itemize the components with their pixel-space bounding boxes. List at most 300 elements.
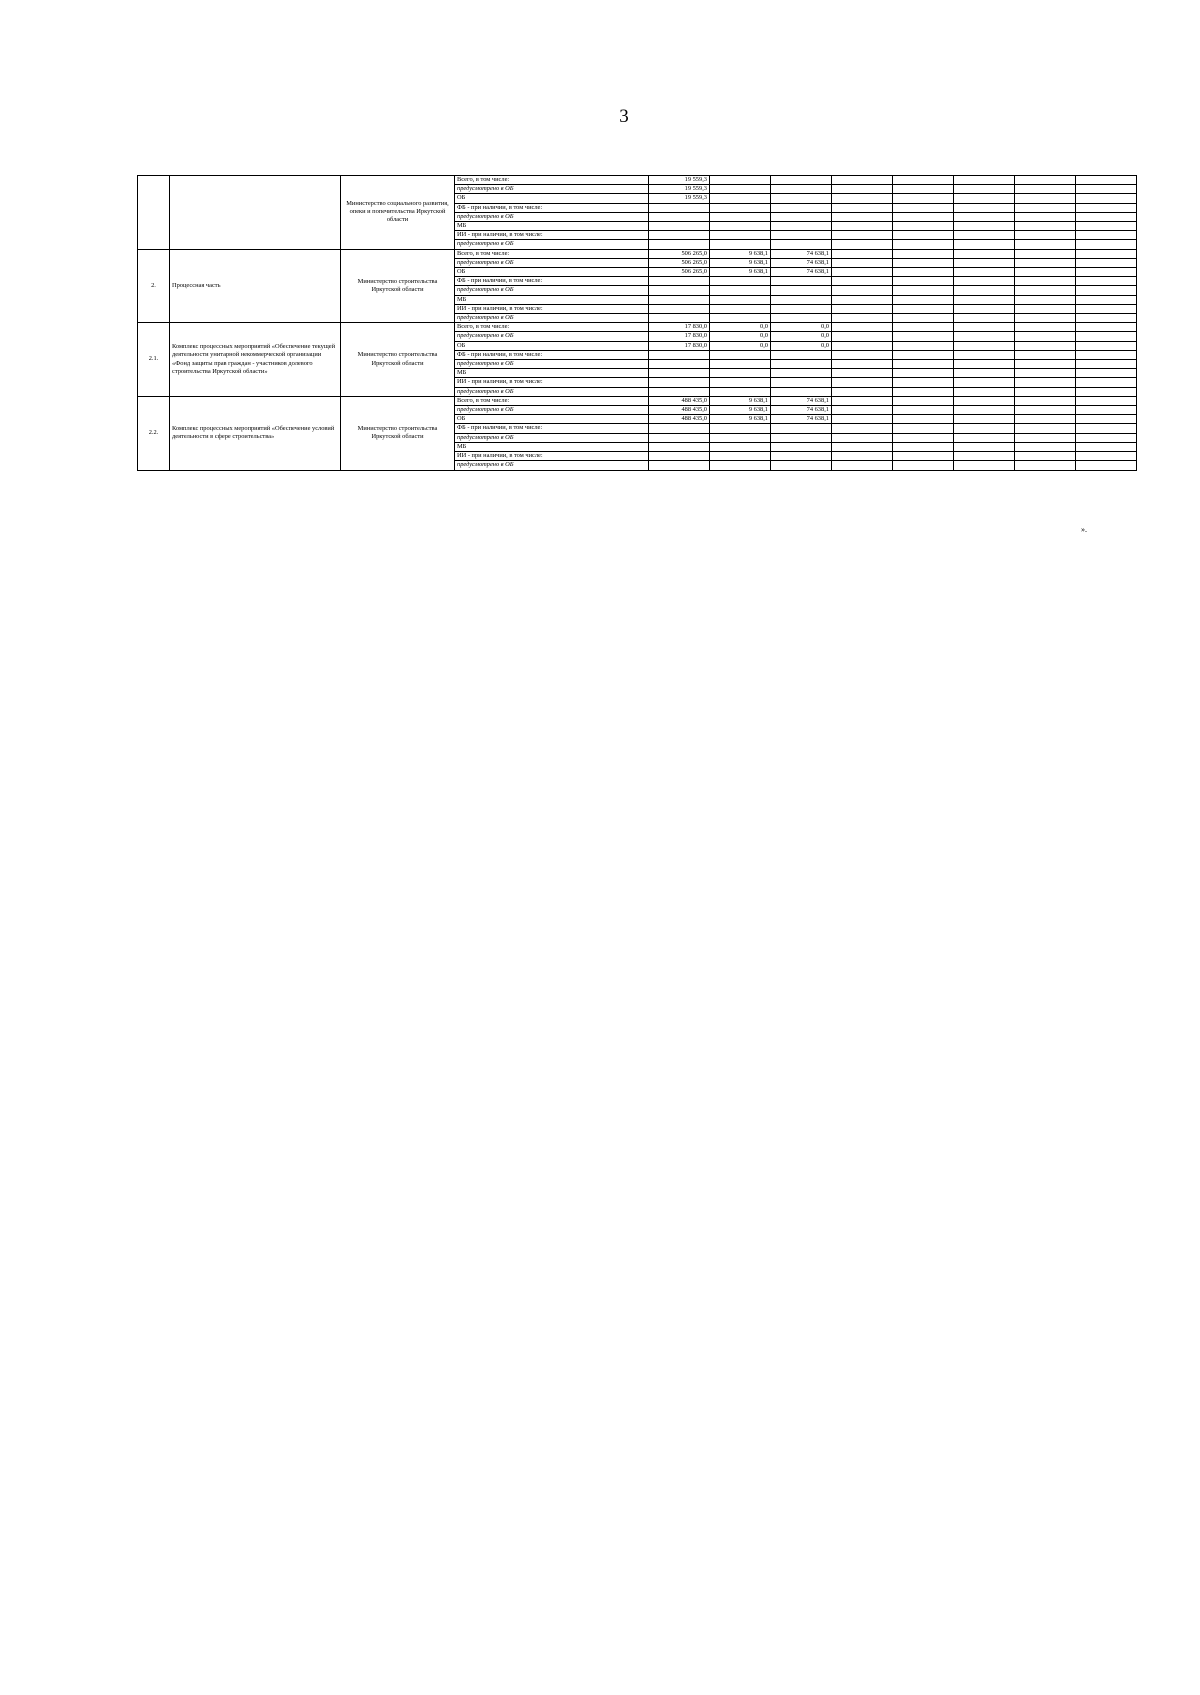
executor-name: Министерство строительства Иркутской области bbox=[341, 323, 455, 397]
amount-cell bbox=[893, 203, 954, 212]
funding-source: ОБ bbox=[455, 194, 649, 203]
measure-name: Процессная часть bbox=[170, 249, 341, 323]
amount-cell bbox=[954, 442, 1015, 451]
amount-cell: 74 638,1 bbox=[771, 406, 832, 415]
amount-cell bbox=[832, 424, 893, 433]
amount-cell bbox=[832, 332, 893, 341]
amount-cell: 9 638,1 bbox=[710, 249, 771, 258]
amount-cell bbox=[649, 314, 710, 323]
amount-cell bbox=[893, 277, 954, 286]
amount-cell bbox=[1015, 176, 1076, 185]
amount-cell bbox=[771, 231, 832, 240]
amount-cell bbox=[954, 295, 1015, 304]
amount-cell bbox=[771, 212, 832, 221]
amount-cell bbox=[649, 277, 710, 286]
amount-cell bbox=[1015, 203, 1076, 212]
amount-cell bbox=[1015, 231, 1076, 240]
funding-source: ОБ bbox=[455, 268, 649, 277]
funding-source: МБ bbox=[455, 222, 649, 231]
funding-source: ИИ - при наличии, в том числе: bbox=[455, 304, 649, 313]
amount-cell bbox=[710, 176, 771, 185]
amount-cell bbox=[1015, 295, 1076, 304]
amount-cell bbox=[771, 277, 832, 286]
amount-cell bbox=[893, 231, 954, 240]
amount-cell: 9 638,1 bbox=[710, 415, 771, 424]
amount-cell bbox=[954, 378, 1015, 387]
amount-cell: 19 559,3 bbox=[649, 185, 710, 194]
amount-cell bbox=[771, 240, 832, 249]
row-number: 2. bbox=[138, 249, 170, 323]
amount-cell bbox=[649, 387, 710, 396]
budget-table bbox=[137, 175, 1137, 471]
amount-cell bbox=[649, 295, 710, 304]
amount-cell bbox=[1015, 360, 1076, 369]
amount-cell bbox=[710, 295, 771, 304]
amount-cell bbox=[771, 424, 832, 433]
amount-cell bbox=[893, 461, 954, 470]
amount-cell: 17 830,0 bbox=[649, 341, 710, 350]
funding-source: ИИ - при наличии, в том числе: bbox=[455, 378, 649, 387]
amount-cell bbox=[893, 176, 954, 185]
amount-cell bbox=[832, 406, 893, 415]
amount-cell bbox=[1015, 194, 1076, 203]
amount-cell bbox=[771, 461, 832, 470]
amount-cell bbox=[710, 461, 771, 470]
amount-cell bbox=[893, 396, 954, 405]
amount-cell: 0,0 bbox=[771, 332, 832, 341]
amount-cell bbox=[954, 341, 1015, 350]
funding-source: предусмотрено в ОБ bbox=[455, 433, 649, 442]
funding-source: Всего, в том числе: bbox=[455, 249, 649, 258]
amount-cell bbox=[893, 240, 954, 249]
table-row bbox=[138, 396, 1137, 405]
amount-cell bbox=[893, 212, 954, 221]
amount-cell bbox=[893, 350, 954, 359]
amount-cell: 74 638,1 bbox=[771, 415, 832, 424]
amount-cell bbox=[710, 314, 771, 323]
amount-cell bbox=[1076, 452, 1137, 461]
amount-cell bbox=[1015, 277, 1076, 286]
funding-source: предусмотрено в ОБ bbox=[455, 240, 649, 249]
amount-cell bbox=[710, 378, 771, 387]
funding-source: предусмотрено в ОБ bbox=[455, 185, 649, 194]
closing-quote-mark: ». bbox=[1081, 525, 1087, 534]
amount-cell bbox=[771, 203, 832, 212]
amount-cell bbox=[893, 452, 954, 461]
amount-cell bbox=[1076, 433, 1137, 442]
amount-cell: 488 435,0 bbox=[649, 396, 710, 405]
amount-cell bbox=[832, 268, 893, 277]
amount-cell: 74 638,1 bbox=[771, 396, 832, 405]
amount-cell bbox=[893, 268, 954, 277]
amount-cell bbox=[771, 286, 832, 295]
amount-cell bbox=[649, 240, 710, 249]
table-row bbox=[138, 176, 1137, 185]
amount-cell bbox=[710, 433, 771, 442]
amount-cell bbox=[1076, 461, 1137, 470]
amount-cell bbox=[954, 461, 1015, 470]
amount-cell bbox=[893, 442, 954, 451]
amount-cell bbox=[710, 212, 771, 221]
amount-cell bbox=[954, 332, 1015, 341]
amount-cell bbox=[1015, 452, 1076, 461]
amount-cell bbox=[771, 360, 832, 369]
funding-source: предусмотрено в ОБ bbox=[455, 314, 649, 323]
amount-cell bbox=[1015, 396, 1076, 405]
amount-cell bbox=[649, 369, 710, 378]
amount-cell bbox=[893, 378, 954, 387]
amount-cell: 9 638,1 bbox=[710, 258, 771, 267]
amount-cell bbox=[832, 323, 893, 332]
amount-cell bbox=[771, 442, 832, 451]
amount-cell bbox=[954, 415, 1015, 424]
amount-cell: 74 638,1 bbox=[771, 249, 832, 258]
amount-cell bbox=[649, 378, 710, 387]
funding-source: МБ bbox=[455, 295, 649, 304]
amount-cell bbox=[1015, 304, 1076, 313]
amount-cell bbox=[649, 350, 710, 359]
amount-cell bbox=[710, 442, 771, 451]
measure-name: Комплекс процессных мероприятий «Обеспечение текущей деятельности унитарной некоммерческой организации «Фонд защиты прав граждан - участников долевого строительства Иркутской области» bbox=[170, 323, 341, 397]
amount-cell: 0,0 bbox=[771, 323, 832, 332]
amount-cell bbox=[893, 185, 954, 194]
amount-cell bbox=[1015, 212, 1076, 221]
amount-cell bbox=[771, 314, 832, 323]
funding-source: Всего, в том числе: bbox=[455, 176, 649, 185]
row-number: 2.2. bbox=[138, 396, 170, 470]
funding-source: ФБ - при наличии, в том числе: bbox=[455, 277, 649, 286]
amount-cell bbox=[649, 212, 710, 221]
amount-cell bbox=[832, 378, 893, 387]
amount-cell bbox=[954, 360, 1015, 369]
amount-cell bbox=[954, 268, 1015, 277]
amount-cell bbox=[771, 387, 832, 396]
funding-source: предусмотрено в ОБ bbox=[455, 258, 649, 267]
amount-cell bbox=[893, 332, 954, 341]
row-number bbox=[138, 176, 170, 250]
amount-cell bbox=[893, 194, 954, 203]
amount-cell bbox=[893, 314, 954, 323]
amount-cell bbox=[1076, 203, 1137, 212]
amount-cell bbox=[1015, 406, 1076, 415]
amount-cell bbox=[710, 222, 771, 231]
amount-cell bbox=[1015, 341, 1076, 350]
amount-cell bbox=[771, 350, 832, 359]
amount-cell bbox=[1015, 350, 1076, 359]
amount-cell bbox=[1015, 286, 1076, 295]
amount-cell bbox=[1076, 360, 1137, 369]
amount-cell bbox=[832, 350, 893, 359]
amount-cell bbox=[1015, 258, 1076, 267]
amount-cell bbox=[954, 406, 1015, 415]
amount-cell bbox=[893, 369, 954, 378]
amount-cell bbox=[893, 286, 954, 295]
amount-cell bbox=[954, 286, 1015, 295]
amount-cell bbox=[710, 424, 771, 433]
amount-cell bbox=[893, 295, 954, 304]
amount-cell bbox=[1076, 222, 1137, 231]
amount-cell bbox=[1076, 350, 1137, 359]
table-body bbox=[138, 176, 1137, 471]
amount-cell bbox=[1076, 258, 1137, 267]
amount-cell bbox=[649, 360, 710, 369]
amount-cell bbox=[649, 452, 710, 461]
amount-cell bbox=[954, 314, 1015, 323]
funding-source: предусмотрено в ОБ bbox=[455, 406, 649, 415]
executor-name: Министерство социального развития, опеки и попечительства Иркутской области bbox=[341, 176, 455, 250]
amount-cell bbox=[954, 369, 1015, 378]
amount-cell bbox=[1076, 231, 1137, 240]
amount-cell bbox=[1015, 378, 1076, 387]
amount-cell bbox=[1015, 249, 1076, 258]
amount-cell bbox=[1015, 314, 1076, 323]
amount-cell: 488 435,0 bbox=[649, 406, 710, 415]
amount-cell bbox=[832, 396, 893, 405]
amount-cell bbox=[893, 406, 954, 415]
amount-cell bbox=[1015, 387, 1076, 396]
amount-cell bbox=[1076, 396, 1137, 405]
page-number: 3 bbox=[619, 106, 629, 127]
amount-cell: 17 830,0 bbox=[649, 332, 710, 341]
amount-cell bbox=[954, 304, 1015, 313]
amount-cell bbox=[832, 295, 893, 304]
amount-cell bbox=[710, 185, 771, 194]
amount-cell bbox=[649, 203, 710, 212]
amount-cell: 0,0 bbox=[710, 341, 771, 350]
amount-cell bbox=[771, 433, 832, 442]
amount-cell bbox=[832, 222, 893, 231]
amount-cell: 0,0 bbox=[710, 323, 771, 332]
amount-cell bbox=[771, 194, 832, 203]
funding-source: предусмотрено в ОБ bbox=[455, 360, 649, 369]
amount-cell bbox=[710, 286, 771, 295]
amount-cell bbox=[1015, 369, 1076, 378]
amount-cell bbox=[1076, 268, 1137, 277]
amount-cell bbox=[832, 249, 893, 258]
amount-cell bbox=[954, 433, 1015, 442]
amount-cell bbox=[1076, 212, 1137, 221]
amount-cell bbox=[832, 433, 893, 442]
amount-cell bbox=[1076, 406, 1137, 415]
amount-cell bbox=[893, 360, 954, 369]
amount-cell bbox=[893, 222, 954, 231]
amount-cell bbox=[832, 415, 893, 424]
amount-cell bbox=[832, 277, 893, 286]
amount-cell bbox=[710, 360, 771, 369]
amount-cell bbox=[832, 231, 893, 240]
amount-cell bbox=[893, 249, 954, 258]
measure-name bbox=[170, 176, 341, 250]
amount-cell: 19 559,3 bbox=[649, 176, 710, 185]
amount-cell: 9 638,1 bbox=[710, 268, 771, 277]
amount-cell: 17 830,0 bbox=[649, 323, 710, 332]
row-number: 2.1. bbox=[138, 323, 170, 397]
amount-cell bbox=[832, 286, 893, 295]
amount-cell bbox=[649, 222, 710, 231]
amount-cell bbox=[710, 452, 771, 461]
amount-cell bbox=[1015, 268, 1076, 277]
amount-cell bbox=[1076, 424, 1137, 433]
amount-cell bbox=[1015, 222, 1076, 231]
amount-cell bbox=[1015, 442, 1076, 451]
amount-cell bbox=[954, 240, 1015, 249]
amount-cell bbox=[649, 286, 710, 295]
executor-name: Министерство строительства Иркутской области bbox=[341, 396, 455, 470]
amount-cell bbox=[954, 176, 1015, 185]
amount-cell bbox=[649, 304, 710, 313]
amount-cell: 506 265,0 bbox=[649, 249, 710, 258]
funding-source: предусмотрено в ОБ bbox=[455, 332, 649, 341]
amount-cell bbox=[771, 222, 832, 231]
amount-cell bbox=[771, 304, 832, 313]
amount-cell bbox=[1076, 176, 1137, 185]
amount-cell bbox=[832, 461, 893, 470]
amount-cell bbox=[954, 452, 1015, 461]
amount-cell bbox=[954, 277, 1015, 286]
amount-cell: 74 638,1 bbox=[771, 258, 832, 267]
amount-cell bbox=[649, 231, 710, 240]
amount-cell bbox=[832, 258, 893, 267]
funding-source: ИИ - при наличии, в том числе: bbox=[455, 452, 649, 461]
funding-source: Всего, в том числе: bbox=[455, 396, 649, 405]
amount-cell bbox=[710, 387, 771, 396]
amount-cell bbox=[832, 176, 893, 185]
amount-cell: 9 638,1 bbox=[710, 396, 771, 405]
amount-cell: 506 265,0 bbox=[649, 268, 710, 277]
funding-source: предусмотрено в ОБ bbox=[455, 387, 649, 396]
amount-cell bbox=[771, 369, 832, 378]
amount-cell bbox=[649, 433, 710, 442]
amount-cell bbox=[832, 194, 893, 203]
amount-cell bbox=[1076, 249, 1137, 258]
funding-source: МБ bbox=[455, 369, 649, 378]
amount-cell bbox=[832, 314, 893, 323]
amount-cell bbox=[954, 350, 1015, 359]
amount-cell bbox=[1076, 194, 1137, 203]
amount-cell bbox=[954, 185, 1015, 194]
amount-cell bbox=[954, 323, 1015, 332]
amount-cell bbox=[954, 258, 1015, 267]
amount-cell bbox=[771, 452, 832, 461]
amount-cell bbox=[710, 369, 771, 378]
amount-cell bbox=[954, 424, 1015, 433]
amount-cell bbox=[1015, 415, 1076, 424]
amount-cell bbox=[893, 424, 954, 433]
amount-cell bbox=[1076, 286, 1137, 295]
amount-cell bbox=[1076, 442, 1137, 451]
funding-source: предусмотрено в ОБ bbox=[455, 461, 649, 470]
amount-cell bbox=[954, 387, 1015, 396]
amount-cell bbox=[1076, 341, 1137, 350]
amount-cell bbox=[710, 203, 771, 212]
amount-cell bbox=[832, 360, 893, 369]
amount-cell bbox=[832, 452, 893, 461]
executor-name: Министерство строительства Иркутской области bbox=[341, 249, 455, 323]
amount-cell bbox=[771, 185, 832, 194]
amount-cell bbox=[1076, 185, 1137, 194]
amount-cell bbox=[710, 231, 771, 240]
amount-cell bbox=[649, 442, 710, 451]
amount-cell: 0,0 bbox=[710, 332, 771, 341]
amount-cell bbox=[1076, 304, 1137, 313]
amount-cell bbox=[649, 461, 710, 470]
funding-source: предусмотрено в ОБ bbox=[455, 286, 649, 295]
amount-cell bbox=[1015, 323, 1076, 332]
amount-cell bbox=[832, 387, 893, 396]
funding-source: ОБ bbox=[455, 415, 649, 424]
amount-cell bbox=[1076, 387, 1137, 396]
amount-cell bbox=[1076, 378, 1137, 387]
amount-cell bbox=[1076, 323, 1137, 332]
amount-cell bbox=[893, 258, 954, 267]
amount-cell bbox=[832, 341, 893, 350]
amount-cell bbox=[954, 212, 1015, 221]
amount-cell bbox=[1076, 277, 1137, 286]
amount-cell bbox=[1076, 332, 1137, 341]
amount-cell bbox=[771, 295, 832, 304]
amount-cell bbox=[832, 212, 893, 221]
amount-cell bbox=[1015, 332, 1076, 341]
amount-cell: 506 265,0 bbox=[649, 258, 710, 267]
amount-cell bbox=[893, 323, 954, 332]
amount-cell bbox=[832, 203, 893, 212]
amount-cell bbox=[1076, 369, 1137, 378]
amount-cell bbox=[1015, 185, 1076, 194]
amount-cell bbox=[1076, 314, 1137, 323]
amount-cell bbox=[710, 277, 771, 286]
amount-cell bbox=[893, 433, 954, 442]
amount-cell bbox=[771, 378, 832, 387]
amount-cell bbox=[954, 396, 1015, 405]
table-row bbox=[138, 249, 1137, 258]
amount-cell bbox=[954, 222, 1015, 231]
funding-source: ФБ - при наличии, в том числе: bbox=[455, 203, 649, 212]
funding-source: предусмотрено в ОБ bbox=[455, 212, 649, 221]
amount-cell bbox=[710, 350, 771, 359]
amount-cell bbox=[954, 249, 1015, 258]
amount-cell bbox=[649, 424, 710, 433]
amount-cell bbox=[893, 341, 954, 350]
measure-name: Комплекс процессных мероприятий «Обеспечение условий деятельности в сфере строительства» bbox=[170, 396, 341, 470]
amount-cell: 488 435,0 bbox=[649, 415, 710, 424]
amount-cell bbox=[1015, 424, 1076, 433]
funding-source: МБ bbox=[455, 442, 649, 451]
amount-cell bbox=[832, 185, 893, 194]
amount-cell bbox=[1076, 415, 1137, 424]
amount-cell bbox=[832, 240, 893, 249]
funding-source: ИИ - при наличии, в том числе: bbox=[455, 231, 649, 240]
amount-cell bbox=[710, 304, 771, 313]
amount-cell: 19 559,3 bbox=[649, 194, 710, 203]
amount-cell bbox=[1076, 240, 1137, 249]
amount-cell bbox=[954, 194, 1015, 203]
amount-cell bbox=[1015, 240, 1076, 249]
amount-cell: 0,0 bbox=[771, 341, 832, 350]
amount-cell bbox=[1015, 461, 1076, 470]
amount-cell bbox=[1076, 295, 1137, 304]
amount-cell bbox=[710, 240, 771, 249]
amount-cell bbox=[893, 304, 954, 313]
amount-cell bbox=[954, 231, 1015, 240]
amount-cell bbox=[832, 369, 893, 378]
table-row bbox=[138, 323, 1137, 332]
amount-cell bbox=[954, 203, 1015, 212]
funding-source: ОБ bbox=[455, 341, 649, 350]
amount-cell bbox=[771, 176, 832, 185]
funding-source: ФБ - при наличии, в том числе: bbox=[455, 424, 649, 433]
funding-source: ФБ - при наличии, в том числе: bbox=[455, 350, 649, 359]
amount-cell: 9 638,1 bbox=[710, 406, 771, 415]
